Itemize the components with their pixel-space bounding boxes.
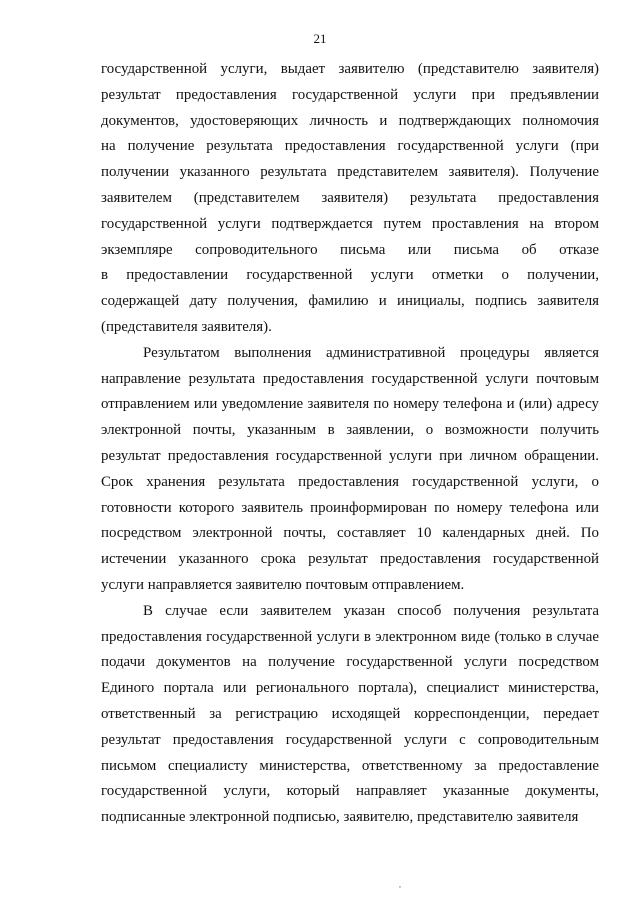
paragraph <box>101 341 599 599</box>
text-line: экземпляре сопроводительного письма или письма об отказе <box>101 241 599 258</box>
text-line: Единого портала или регионального портала), специалист министерства, <box>101 680 599 697</box>
text-line: письмом специалисту министерства, ответственному за предоставление <box>101 757 599 774</box>
text-line: (представителя заявителя). <box>101 318 272 335</box>
text-line: предоставления государственной услуги в электронном виде (только в случае <box>101 628 599 645</box>
body-text <box>101 57 599 831</box>
page-number: 21 <box>313 31 327 46</box>
text-line: подписанные электронной подписью, заявителю, представителю заявителя <box>101 809 579 826</box>
text-line: услуги направляется заявителю почтовым отправлением. <box>101 576 465 593</box>
text-line: государственной услуги, выдает заявителю (представителю заявителя) <box>101 61 599 77</box>
text-line: ответственный за регистрацию исходящей корреспонденции, передает <box>101 705 599 722</box>
text-line: Результатом выполнения административной процедуры является <box>143 344 599 361</box>
text-line: посредством электронной почты, составляет 10 календарных дней. По <box>101 525 599 542</box>
text-line: результат предоставления государственной услуги при личном обращении. <box>101 447 599 464</box>
text-line: результат предоставления государственной услуги при предъявлении <box>101 86 599 103</box>
text-line: в предоставлении государственной услуги отметки о получении, <box>101 267 599 284</box>
text-line: готовности которого заявитель проинформирован по номеру телефона или <box>101 499 599 516</box>
text-line: заявителем (представителем заявителя) результата предоставления <box>101 189 599 206</box>
text-line: государственной услуги подтверждается путем проставления на втором <box>101 215 599 232</box>
text-line: электронной почты, указанным в заявлении, о возможности получить <box>101 422 599 439</box>
text-line: Срок хранения результата предоставления государственной услуги, о <box>101 473 599 490</box>
text-line: государственной услуги, который направляет указанные документы, <box>101 783 599 800</box>
text-line: В случае если заявителем указан способ получения результата <box>143 602 599 619</box>
paragraph <box>101 57 599 341</box>
paragraph <box>101 599 599 831</box>
text-line: истечении указанного срока результат предоставления государственной <box>101 551 599 568</box>
text-line: результат предоставления государственной услуги с сопроводительным <box>101 731 599 748</box>
text-line: получении указанного результата представителем заявителя). Получение <box>101 164 599 181</box>
text-line: содержащей дату получения, фамилию и инициалы, подпись заявителя <box>101 293 599 310</box>
text-line: на получение результата предоставления государственной услуги (при <box>101 138 599 155</box>
text-line: подачи документов на получение государственной услуги посредством <box>101 654 599 671</box>
scan-speck: , <box>399 880 401 889</box>
text-line: направление результата предоставления государственной услуги почтовым <box>101 370 599 387</box>
text-line: документов, удостоверяющих личность и подтверждающих полномочия <box>101 112 599 129</box>
text-line: отправлением или уведомление заявителя по номеру телефона и (или) адресу <box>101 396 599 413</box>
